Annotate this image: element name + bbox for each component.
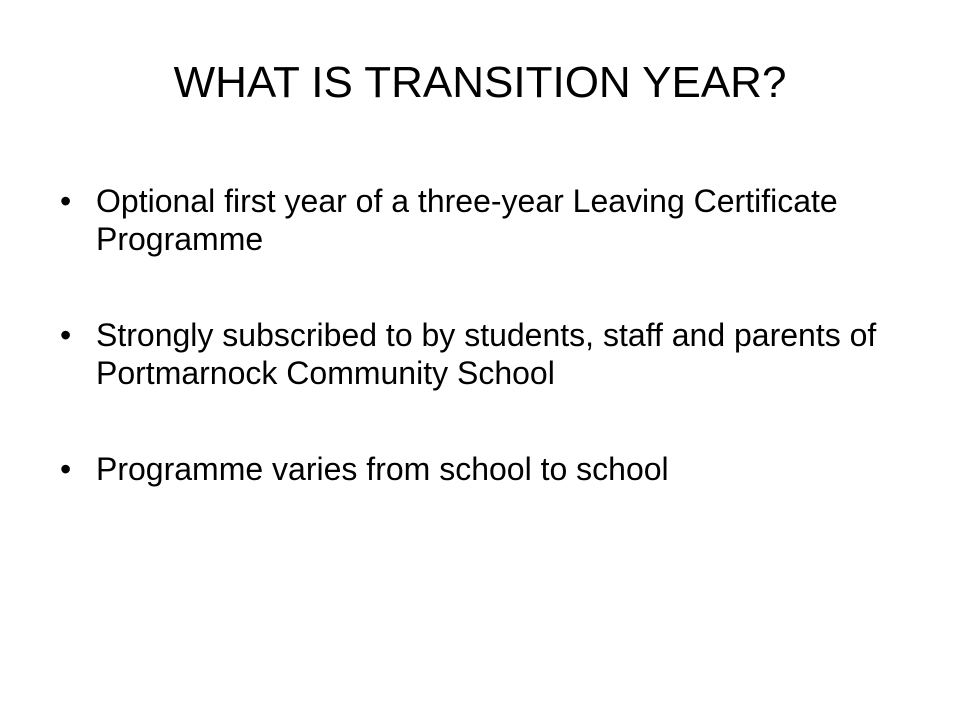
bullet-item-strongly-subscribed bbox=[60, 316, 900, 392]
bullet-item-optional-first-year bbox=[60, 182, 900, 258]
slide-title: WHAT IS TRANSITION YEAR? bbox=[173, 58, 787, 107]
bullet-marker: • bbox=[60, 317, 72, 353]
bullet-marker: • bbox=[60, 183, 72, 219]
bullet-list bbox=[60, 182, 900, 488]
bullet-text: Optional first year of a three-year Leaving Certificate Programme bbox=[96, 183, 838, 257]
bullet-text: Strongly subscribed to by students, staff and parents of Portmarnock Community School bbox=[96, 317, 877, 391]
bullet-item-programme-varies bbox=[60, 450, 900, 488]
bullet-text: Programme varies from school to school bbox=[96, 451, 669, 487]
bullet-marker: • bbox=[60, 451, 72, 487]
